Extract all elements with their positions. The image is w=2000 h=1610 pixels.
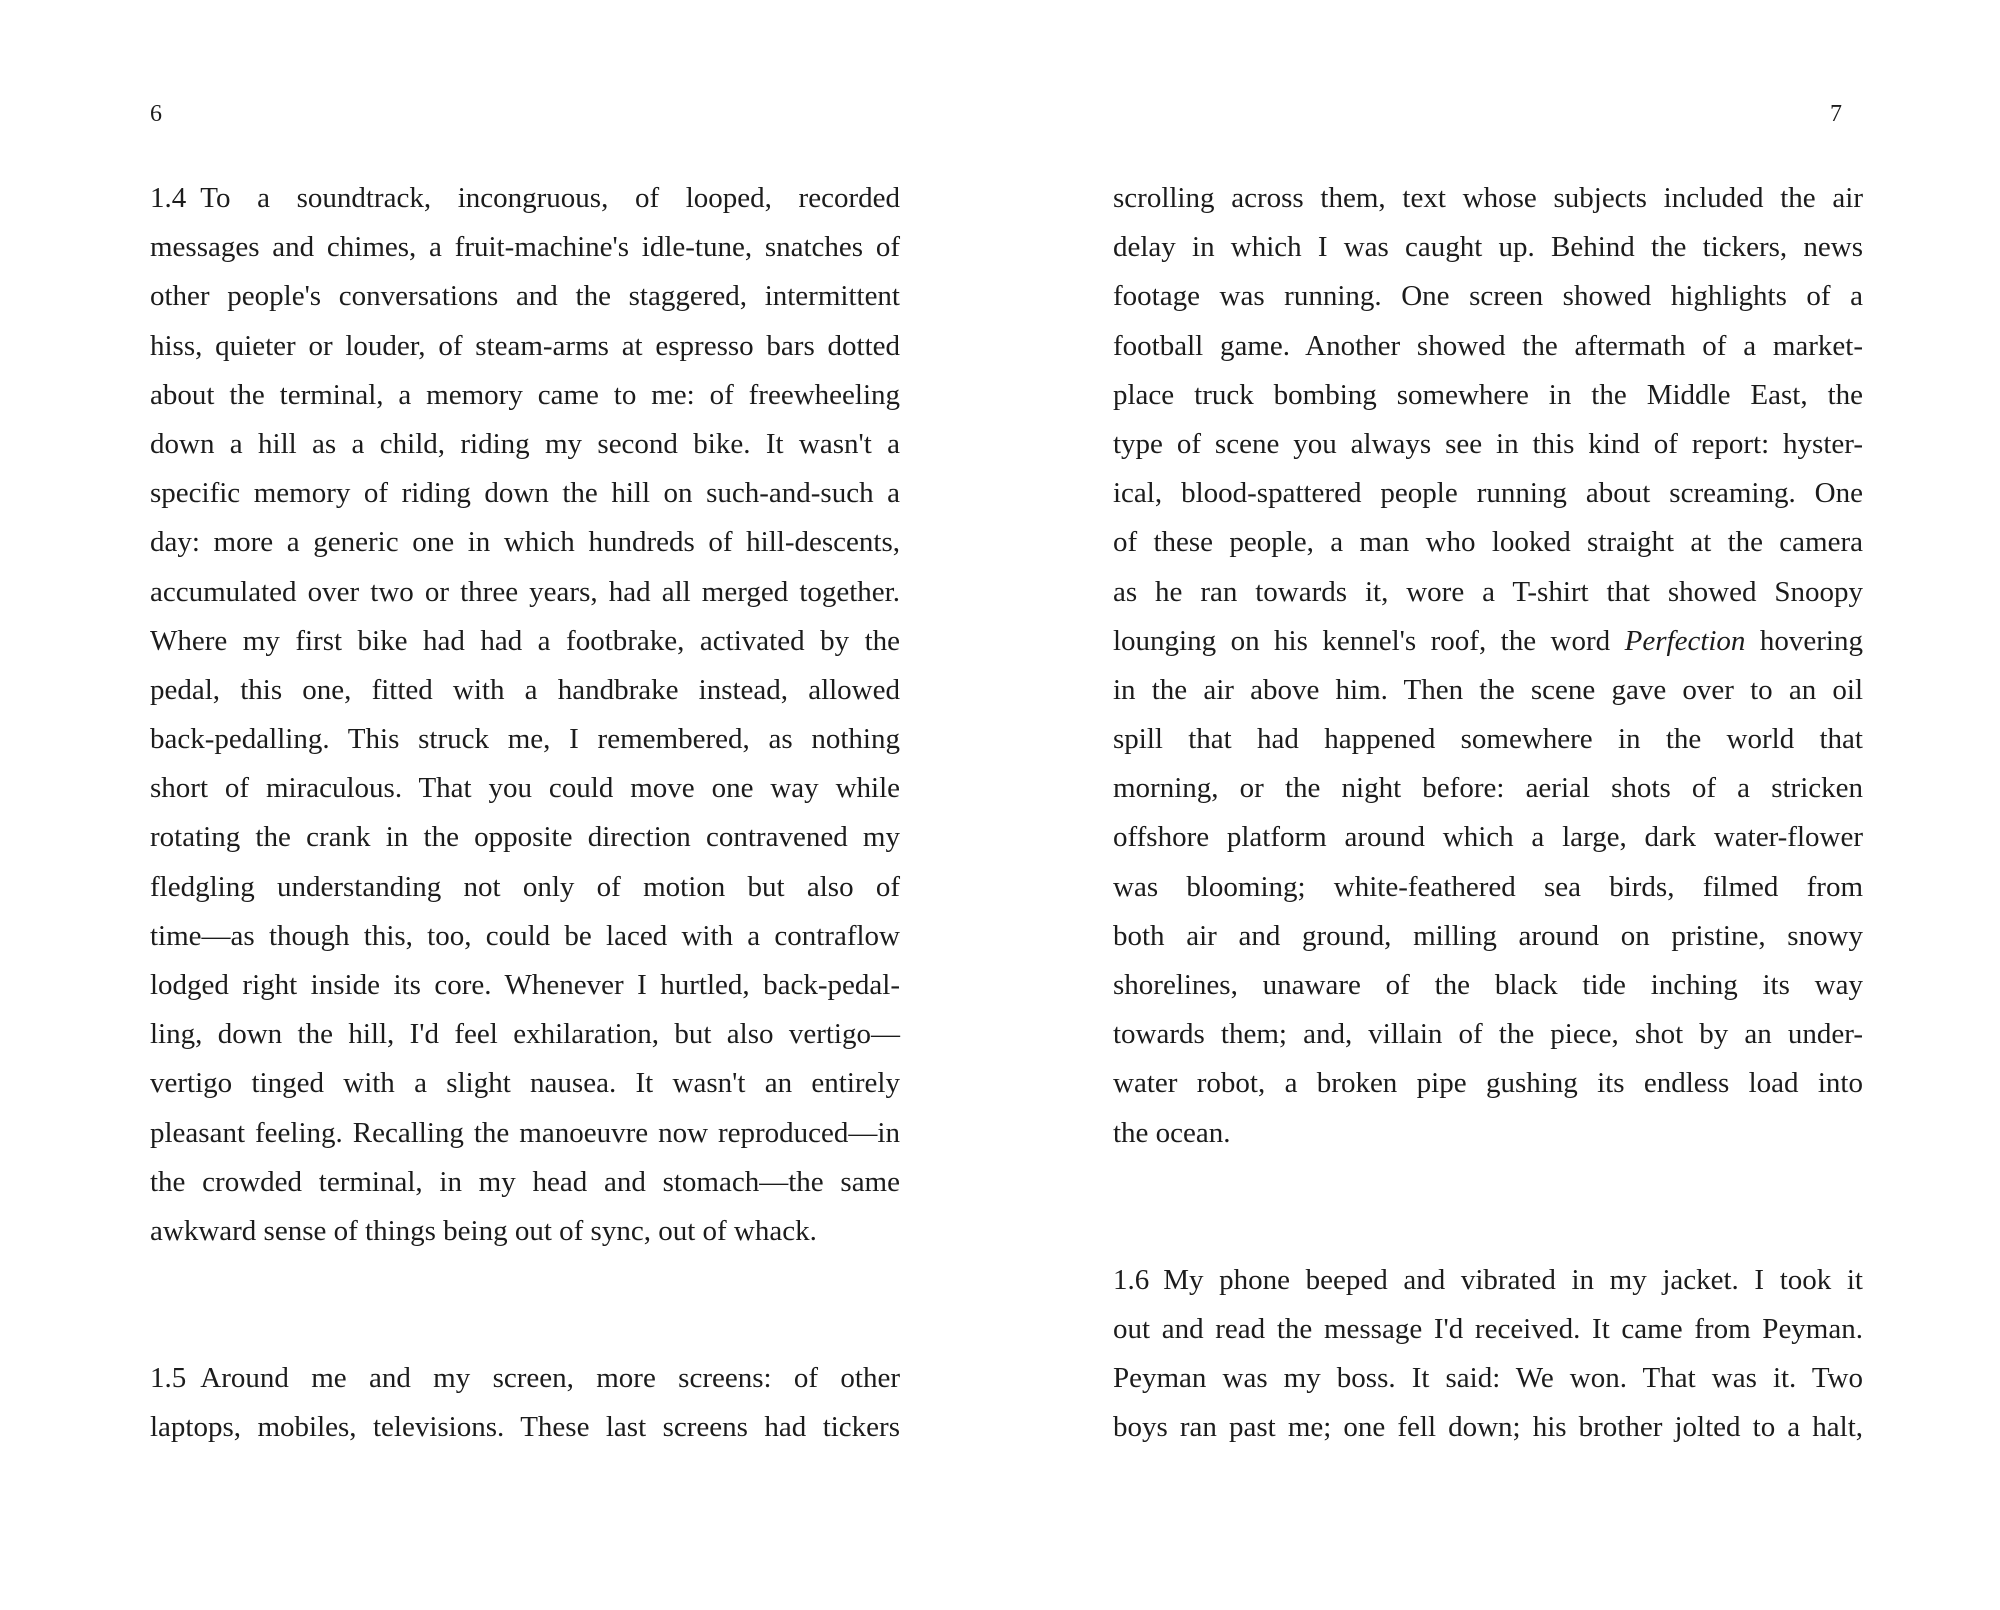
text-line: spill that had happened somewhere in the world that [1113, 723, 1863, 756]
text-line: ling, down the hill, I'd feel exhilaration, but also vertigo— [150, 1018, 900, 1051]
text-line [1113, 617, 1863, 666]
text-line: was blooming; white-feathered sea birds, filmed from [1113, 870, 1863, 903]
text-line: time—as though this, too, could be laced with a contraflow [150, 919, 900, 952]
text-line: footage was running. One screen showed highlights of a [1113, 280, 1863, 313]
text-line: rotating the crank in the opposite direction contravened my [150, 821, 900, 854]
text-line: day: more a generic one in which hundreds of hill-descents, [150, 526, 900, 559]
text-line: towards them; and, villain of the piece, shot by an under- [1113, 1018, 1863, 1051]
page-number-left: 6 [150, 101, 162, 127]
text-line [150, 174, 900, 223]
section-gap [150, 1256, 900, 1354]
text-line: hiss, quieter or louder, of steam-arms at espresso bars dotted [150, 329, 900, 362]
text-line: the crowded terminal, in my head and stomach—the same [150, 1165, 900, 1198]
line-text: To a soundtrack, incongruous, of looped, recorded [200, 182, 900, 214]
section-number: 1.4 [150, 182, 187, 214]
text-line [150, 1354, 900, 1403]
text-line: awkward sense of things being out of sync, out of whack. [150, 1214, 817, 1247]
section-1-5 [150, 1354, 900, 1452]
text-line: as he ran towards it, wore a T-shirt that showed Snoopy [1113, 575, 1863, 608]
left-page-text [150, 174, 900, 1453]
text-line: place truck bombing somewhere in the Middle East, the [1113, 378, 1863, 411]
section-1-4 [150, 174, 900, 1256]
text-line [1113, 1256, 1863, 1305]
text-line: pleasant feeling. Recalling the manoeuvre now reproduced—in [150, 1116, 900, 1149]
right-page-text [1113, 174, 1863, 1453]
text-line: water robot, a broken pipe gushing its endless load into [1113, 1067, 1863, 1100]
text-line: scrolling across them, text whose subjects included the air [1113, 182, 1863, 214]
text-line: out and read the message I'd received. It came from Peyman. [1113, 1312, 1863, 1345]
line-text: lounging on his kennel's roof, the word [1113, 624, 1611, 657]
text-line: about the terminal, a memory came to me: of freewheeling [150, 378, 900, 411]
text-line: Where my first bike had had a footbrake, activated by the [150, 624, 900, 657]
section-number: 1.6 [1113, 1263, 1150, 1296]
section-1-6 [1113, 1256, 1863, 1453]
text-line: lodged right inside its core. Whenever I hurtled, back-pedal- [150, 969, 900, 1001]
text-line: of these people, a man who looked straight at the camera [1113, 526, 1863, 559]
text-line: offshore platform around which a large, dark water-flower [1113, 821, 1863, 854]
line-text: Around me and my screen, more screens: of other [200, 1362, 900, 1395]
text-line: messages and chimes, a fruit-machine's idle-tune, snatches of [150, 231, 900, 264]
text-line: pedal, this one, fitted with a handbrake instead, allowed [150, 673, 900, 706]
text-line: back-pedalling. This struck me, I remembered, as nothing [150, 723, 900, 756]
page-number-right: 7 [1830, 101, 1842, 127]
text-line: short of miraculous. That you could move one way while [150, 772, 900, 805]
text-line: vertigo tinged with a slight nausea. It wasn't an entirely [150, 1067, 900, 1100]
text-line: down a hill as a child, riding my second bike. It wasn't a [150, 427, 900, 460]
text-line: morning, or the night before: aerial shots of a stricken [1113, 772, 1863, 805]
text-line: ical, blood-spattered people running about screaming. One [1113, 477, 1863, 510]
section-gap [1113, 1158, 1863, 1256]
line-text: My phone beeped and vibrated in my jacket. I took it [1163, 1263, 1863, 1296]
text-line: football game. Another showed the aftermath of a market- [1113, 329, 1863, 362]
text-line: type of scene you always see in this kind of report: hyster- [1113, 427, 1863, 460]
text-line: both air and ground, milling around on pristine, snowy [1113, 919, 1863, 952]
line-text: hovering [1759, 624, 1863, 657]
text-line: other people's conversations and the staggered, intermittent [150, 280, 900, 313]
text-line: in the air above him. Then the scene gave over to an oil [1113, 673, 1863, 706]
italic-word: Perfection [1624, 624, 1746, 657]
section-number: 1.5 [150, 1362, 187, 1395]
text-line: fledgling understanding not only of motion but also of [150, 870, 900, 903]
text-line: Peyman was my boss. It said: We won. That was it. Two [1113, 1362, 1863, 1395]
section-1-5-continued [1113, 174, 1863, 1158]
text-line: accumulated over two or three years, had all merged together. [150, 575, 900, 608]
text-line: specific memory of riding down the hill on such-and-such a [150, 477, 900, 510]
text-line: delay in which I was caught up. Behind the tickers, news [1113, 231, 1863, 264]
text-line: laptops, mobiles, televisions. These last screens had tickers [150, 1411, 900, 1444]
text-line: the ocean. [1113, 1116, 1231, 1149]
text-line: shorelines, unaware of the black tide inching its way [1113, 969, 1863, 1001]
text-line: boys ran past me; one fell down; his brother jolted to a halt, [1113, 1411, 1863, 1444]
